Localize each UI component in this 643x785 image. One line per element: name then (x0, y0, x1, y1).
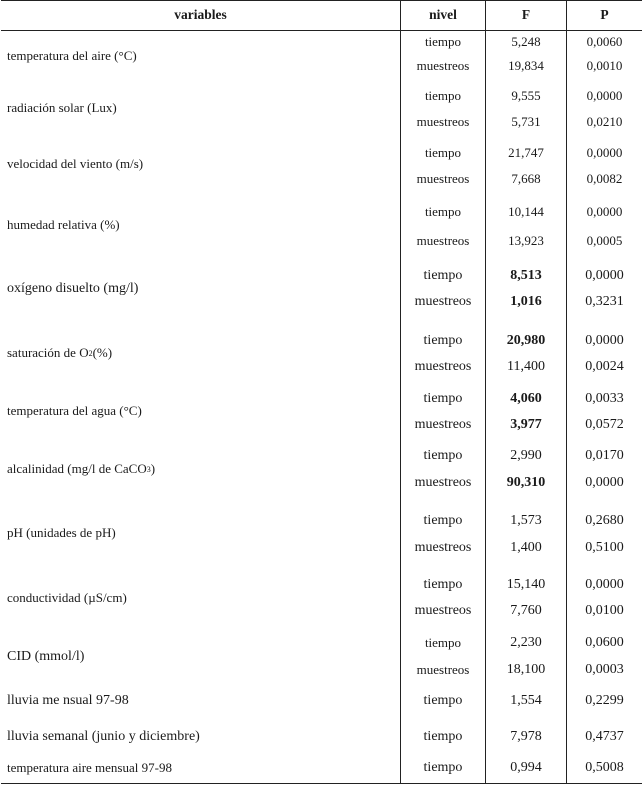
level-label: muestreos (414, 417, 472, 432)
anova-table (1, 0, 642, 784)
p-value: 0,0024 (585, 359, 624, 374)
f-value: 20,980 (506, 333, 546, 348)
f-value: 19,834 (508, 58, 544, 73)
f-value: 9,555 (511, 88, 541, 103)
header-p: P (600, 7, 609, 22)
p-value: 0,5008 (585, 760, 624, 775)
level-label: tiempo (423, 729, 463, 744)
f-value: 7,668 (511, 171, 541, 186)
level-label: tiempo (423, 268, 463, 283)
p-value: 0,0000 (586, 145, 623, 160)
f-value: 11,400 (507, 359, 545, 374)
level-label: tiempo (424, 88, 462, 103)
p-value: 0,0000 (586, 88, 623, 103)
f-value: 15,140 (506, 577, 546, 592)
f-value: 1,573 (510, 513, 542, 528)
level-label: tiempo (423, 513, 463, 528)
level-label: muestreos (414, 540, 472, 555)
header-f: F (521, 7, 531, 22)
variable-name-text: alcalinidad (mg/l de CaCO (7, 461, 147, 476)
p-value: 0,0000 (586, 204, 623, 219)
f-value: 7,978 (510, 729, 542, 744)
f-value: 4,060 (510, 391, 542, 406)
variable-name-suffix: ) (150, 461, 156, 476)
p-value: 0,0005 (586, 233, 623, 248)
variable-name: velocidad del viento (m/s) (7, 155, 144, 171)
f-value: 1,400 (510, 540, 542, 555)
level-label: muestreos (414, 475, 472, 490)
p-value: 0,0210 (586, 114, 623, 129)
p-value: 0,0572 (585, 417, 624, 432)
level-label: muestreos (416, 662, 470, 677)
subscript: 2 (88, 348, 93, 358)
variable-name: lluvia semanal (junio y diciembre) (7, 729, 200, 744)
subscript: 3 (146, 464, 151, 474)
variable-name: lluvia me nsual 97-98 (7, 693, 129, 708)
variable-name: temperatura del agua (°C) (7, 403, 142, 418)
f-value: 3,977 (510, 417, 542, 432)
f-value: 7,760 (510, 603, 542, 618)
level-label: tiempo (423, 333, 463, 348)
p-value: 0,3231 (585, 294, 624, 309)
level-label: muestreos (416, 114, 470, 129)
f-value: 0,994 (510, 760, 542, 775)
f-value: 13,923 (508, 233, 544, 248)
variable-name: humedad relativa (%) (7, 216, 120, 232)
level-label: tiempo (423, 693, 463, 708)
p-value: 0,0033 (585, 391, 624, 406)
variable-name: pH (unidades de pH) (7, 525, 116, 540)
p-value: 0,0060 (586, 34, 623, 49)
level-label: tiempo (423, 448, 463, 463)
p-value: 0,0000 (585, 333, 624, 348)
variable-name: CID (mmol/l) (7, 649, 85, 664)
header-variables: variables (174, 7, 227, 22)
variable-name: temperatura aire mensual 97-98 (7, 760, 172, 775)
variable-name: temperatura del aire (°C) (7, 47, 137, 63)
p-value: 0,0000 (585, 268, 624, 283)
f-value: 2,230 (510, 635, 542, 650)
variable-name-suffix: (%) (92, 345, 113, 360)
f-value: 8,513 (510, 268, 542, 283)
f-value: 5,248 (511, 34, 541, 49)
variable-name: oxígeno disuelto (mg/l) (7, 281, 139, 296)
f-value: 10,144 (508, 204, 544, 219)
p-value: 0,0000 (585, 475, 624, 490)
level-label: tiempo (424, 34, 462, 49)
p-value: 0,4737 (585, 729, 624, 744)
f-value: 1,554 (510, 693, 542, 708)
f-value: 5,731 (511, 114, 541, 129)
p-value: 0,0010 (586, 58, 623, 73)
p-value: 0,5100 (585, 540, 624, 555)
f-value: 2,990 (510, 448, 542, 463)
f-value: 1,016 (510, 294, 542, 309)
f-value: 90,310 (506, 475, 546, 490)
level-label: muestreos (416, 233, 470, 248)
level-label: muestreos (414, 294, 472, 309)
p-value: 0,2299 (585, 693, 624, 708)
level-label: muestreos (416, 58, 470, 73)
level-label: tiempo (423, 577, 463, 592)
p-value: 0,0000 (585, 577, 624, 592)
header-nivel: nivel (429, 7, 457, 22)
table-bottom-rule (1, 783, 642, 784)
p-value: 0,0003 (585, 662, 624, 677)
level-label: tiempo (423, 391, 463, 406)
level-label: tiempo (424, 204, 462, 219)
f-value: 18,100 (506, 662, 546, 677)
f-value: 21,747 (508, 145, 544, 160)
p-value: 0,0082 (586, 171, 623, 186)
p-value: 0,0170 (585, 448, 624, 463)
p-value: 0,0600 (585, 635, 624, 650)
level-label: muestreos (416, 171, 470, 186)
variable-name (7, 327, 399, 379)
variable-name: conductividad (µS/cm) (7, 590, 127, 605)
variable-name-text: saturación de O (7, 345, 89, 360)
p-value: 0,2680 (585, 513, 624, 528)
variable-name: radiación solar (Lux) (7, 99, 117, 115)
level-label: muestreos (414, 359, 472, 374)
variable-name (7, 444, 399, 494)
level-label: muestreos (414, 603, 472, 618)
p-value: 0,0100 (585, 603, 624, 618)
header-rule (1, 30, 642, 31)
level-label: tiempo (424, 145, 462, 160)
level-label: tiempo (423, 760, 463, 775)
level-label: tiempo (424, 635, 462, 650)
